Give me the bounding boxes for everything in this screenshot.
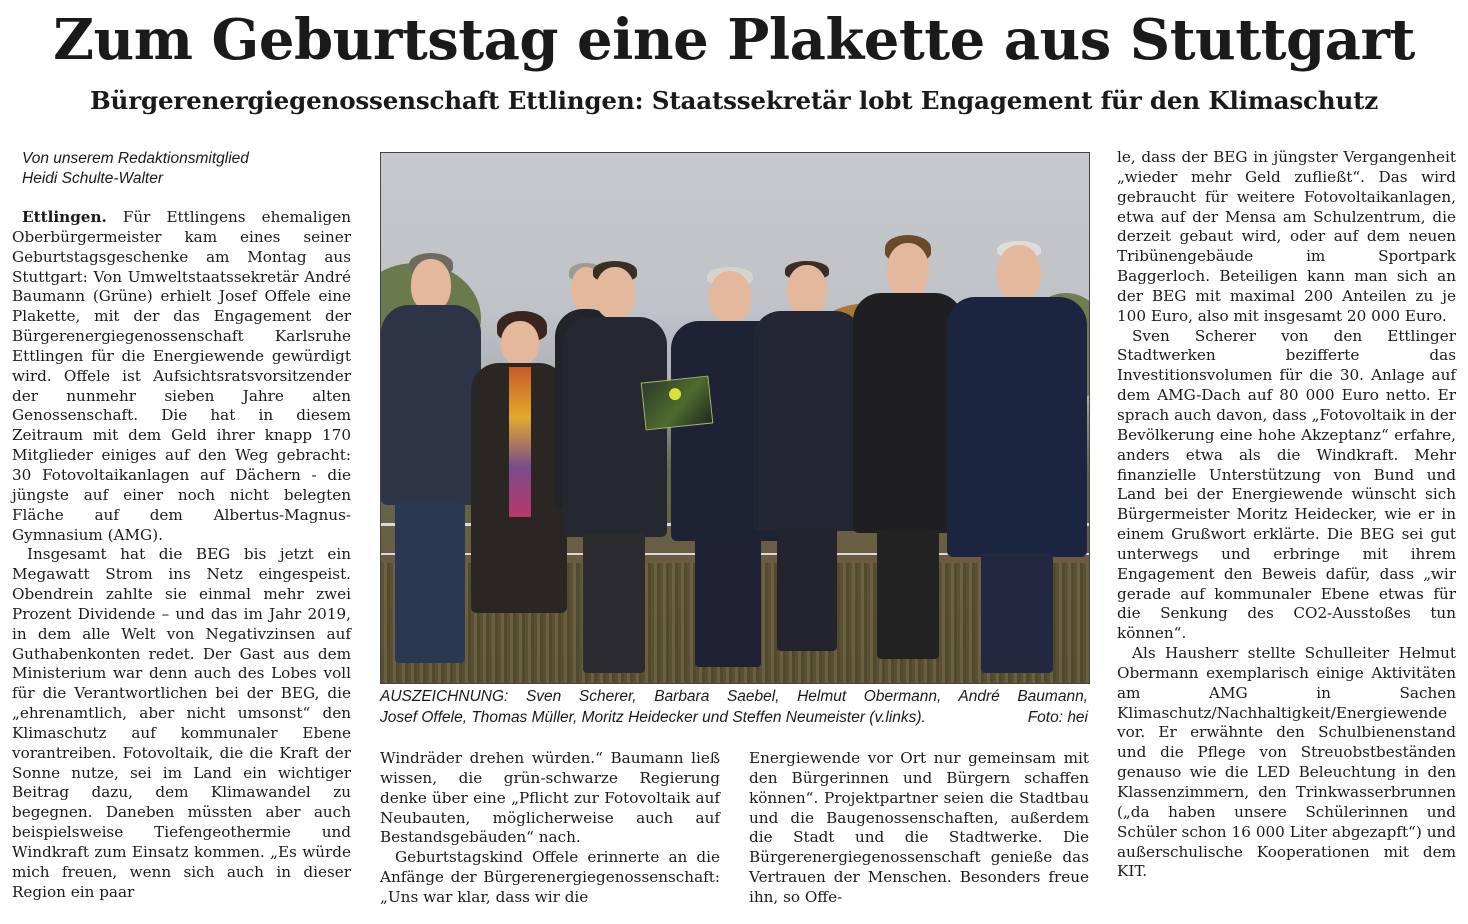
paragraph-text: Für Ettlingens ehemaligen Oberbürgermeister kam eines seiner Geburtstagsgeschenke am Montag aus Stuttgart: Von Umweltstaatssekretär André Baumann (Grüne) erhielt Josef Offele eine Plakette, mit der das Engagement der Bürgerenergiegenossenschaft Karlsruhe Ettlingen für die Energiewende gewürdigt wird. Offele ist Aufsichtsratsvorsitzender der nunmehr sieben Jahre alten Genossenschaft. Die hat in diesem Zeitraum mit dem Geld ihrer knapp 170 Mitglieder einiges auf den Weg gebracht: 30 Fotovoltaikanlagen auf Dächern - die jüngste auf einer noch nicht belegten Fläche auf dem Albertus-Magnus-Gymnasium (AMG).	[12, 208, 352, 544]
photo-caption-line-2	[380, 708, 1088, 729]
caption-text: Josef Offele, Thomas Müller, Moritz Heidecker und Steffen Neumeister (v.links).	[380, 709, 926, 726]
article-column-4	[1117, 148, 1456, 882]
photo-caption-line-1	[380, 687, 1088, 708]
photo-credit: Foto: hei	[1027, 709, 1088, 726]
byline	[22, 149, 249, 189]
byline-role: Von unserem Redaktionsmitglied	[22, 150, 249, 167]
article-photo	[380, 152, 1090, 684]
headline: Zum Geburtstag eine Plakette aus Stuttgart	[53, 7, 1415, 73]
caption-lead: AUSZEICHNUNG:	[380, 688, 509, 705]
article-paragraph: le, dass der BEG in jüngster Vergangenheit „wieder mehr Geld zufließt“. Das wird gebraucht für weitere Fotovoltaikanlagen, etwa auf der Mensa am Schulzentrum, die derzeit gebaut wird, oder auf dem neuen Tribünengebäude im Sportpark Baggerloch. Beteiligen kann man sich an der BEG mit maximal 200 Anteilen zu je 100 Euro, also mit insgesamt 20 000 Euro.	[1117, 148, 1456, 325]
article-paragraph	[12, 208, 351, 545]
article-paragraph: Geburtstagskind Offele erinnerte an die Anfänge der Bürgerenergiegenossenschaft: „Uns war klar, dass wir die	[380, 848, 720, 906]
article-paragraph: Sven Scherer von den Ettlinger Stadtwerken bezifferte das Investitionsvolumen für die 30. Anlage auf dem AMG-Dach auf 80 000 Euro netto. Er sprach auch davon, dass „Fotovoltaik in der Bevölkerung eine hohe Akzeptanz“ erfahre, anders etwa als die Windkraft. Mehr finanzielle Unterstützung von Bund und Land bei der Energiewende wünscht sich Bürgermeister Moritz Heidecker, wie er in einem Grußwort erklärte. Die BEG sei gut unterwegs und erbringe mit ihrem Engagement den Beweis dafür, dass „wir gerade auf kommunaler Ebene etwas für die Senkung des CO2-Ausstoßes tun können“.	[1117, 326, 1456, 643]
article-column-2	[380, 749, 720, 908]
article-column-3	[749, 749, 1089, 908]
award-plaque	[641, 376, 714, 431]
article-paragraph: Energiewende vor Ort nur gemeinsam mit den Bürgerinnen und Bürgern schaffen können“. Projektpartner seien die Stadtbau und die Baugenossenschaften, außerdem die Stadt und die Stadtwerke. Die Bürgerenergiegenossenschaft genieße das Vertrauen der Menschen. Besonders freue ihn, so Offe-	[749, 749, 1089, 906]
dateline: Ettlingen.	[22, 208, 107, 226]
article-paragraph: Windräder drehen würden.“ Baumann ließ wissen, die grün-schwarze Regierung denke über eine „Pflicht zur Fotovoltaik auf Neubauten, möglicherweise auch auf Bestandsgebäuden“ nach.	[380, 749, 720, 847]
article-paragraph: Insgesamt hat die BEG bis jetzt ein Megawatt Strom ins Netz eingespeist. Obendrein zahlte sie einmal mehr zwei Prozent Dividende – und das im Jahr 2019, in dem alle Welt von Negativzinsen auf Guthabenkonten redet. Der Gast aus dem Ministerium war denn auch des Lobes voll für die Verantwortlichen bei der BEG, die „ehrenamtlich, aber nicht umsonst“ den Klimaschutz auf kommunaler Ebene vorantreiben. Fotovoltaik, die die Kraft der Sonne nutze, sei im Land ein wichtiger Beitrag dazu, dem Klimawandel zu begegnen. Daneben müssten aber auch beispielsweise Tiefengeothermie und Windkraft zum Einsatz kommen. „Es würde mich freuen, wenn sich auch in dieser Region ein paar	[12, 545, 351, 901]
subheadline: Bürgerenergiegenossenschaft Ettlingen: Staatssekretär lobt Engagement für den Klimaschutz	[89, 86, 1379, 115]
byline-author: Heidi Schulte-Walter	[22, 170, 163, 187]
article-paragraph: Als Hausherr stellte Schulleiter Helmut Obermann exemplarisch einige Aktivitäten am AMG in Sachen Klimaschutz/Nachhaltigkeit/Energiewende vor. Er erwähnte den Schulbienenstand und die Pflege von Streuobstbeständen genauso wie die LED Beleuchtung in den Klassenzimmern, den Trinkwasserbrunnen („da haben unsere Schülerinnen und Schüler schon 16 000 Liter abgezapft“) und außerschulische Kooperationen mit dem KIT.	[1117, 644, 1456, 881]
article-column-1	[12, 208, 351, 903]
caption-text: Sven Scherer, Barbara Saebel, Helmut Obermann, André Baumann,	[525, 688, 1088, 705]
